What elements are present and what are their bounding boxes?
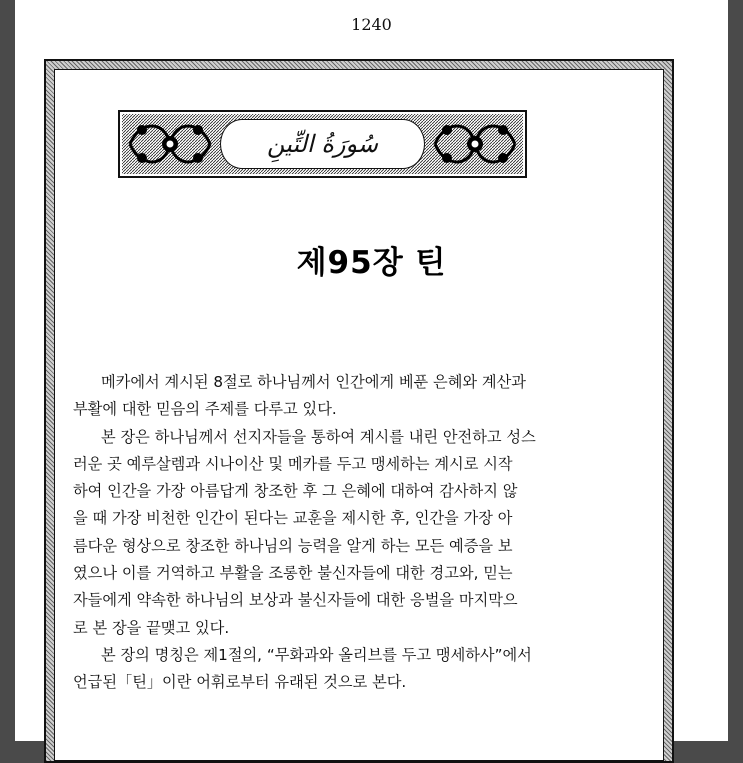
text-line: 본 장의 명칭은 제1절의, “무화과와 올리브를 두고 맹세하사”에서 <box>101 645 532 664</box>
text-line: 로 본 장을 끝맺고 있다. <box>73 618 230 637</box>
page-number: 1240 <box>351 15 392 34</box>
text-line: 언급된「틴」이란 어휘로부터 유래된 것으로 본다. <box>73 673 407 692</box>
text-line: 부활에 대한 믿음의 주제를 다루고 있다. <box>73 400 337 419</box>
text-line: 였으나 이를 거역하고 부활을 조롱한 불신자들에 대한 경고와, 믿는 <box>73 564 513 583</box>
text-line: 름다운 형상으로 창조한 하나님의 능력을 알게 하는 모든 예증을 보 <box>73 536 513 555</box>
surah-name-arabic: سُورَةُ التِّينِ <box>266 130 379 158</box>
text-line: 을 때 가장 비천한 인간이 된다는 교훈을 제시한 후, 인간을 가장 아 <box>73 509 513 528</box>
paragraph-3 <box>73 642 649 697</box>
text-line: 자들에게 약속한 하나님의 보상과 불신자들에 대한 응벌을 마지막으 <box>73 591 518 610</box>
paragraph-1 <box>73 369 649 424</box>
surah-name-cartouche <box>220 119 425 169</box>
chapter-introduction <box>73 369 649 697</box>
chapter-title: 제95장 틴 <box>296 245 447 281</box>
surah-header-banner <box>118 110 527 178</box>
paragraph-2 <box>73 424 649 642</box>
text-line: 본 장은 하나님께서 선지자들을 통하여 계시를 내린 안전하고 성스 <box>101 427 536 446</box>
text-line: 메카에서 계시된 8절로 하나님께서 인간에게 베푼 은혜와 계산과 <box>101 373 526 391</box>
document-page <box>15 0 728 741</box>
text-line: 러운 곳 예루살렘과 시나이산 및 메카를 두고 맹세하는 계시로 시작 <box>73 454 513 473</box>
text-line: 하여 인간을 가장 아름답게 창조한 후 그 은혜에 대하여 감사하지 않 <box>73 482 518 501</box>
